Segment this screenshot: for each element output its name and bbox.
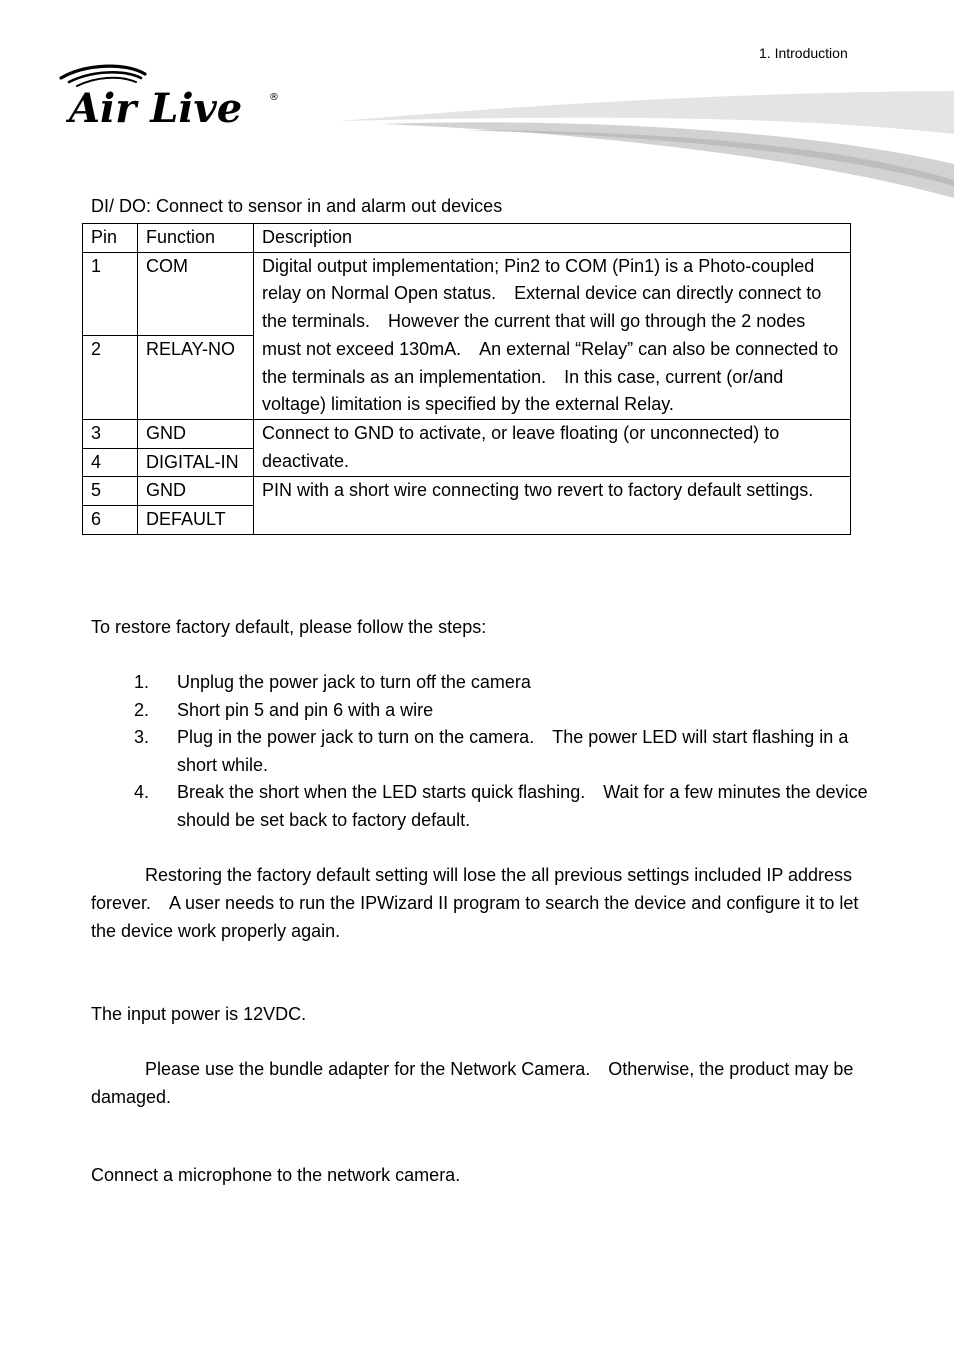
pin-function: GND xyxy=(138,419,254,448)
step-number: 2. xyxy=(134,699,150,720)
step-number: 4. xyxy=(134,782,150,803)
table-row xyxy=(83,252,851,336)
header-pin: Pin xyxy=(83,224,138,253)
table-row xyxy=(83,477,851,506)
table-row xyxy=(83,419,851,448)
step-number: 3. xyxy=(134,727,150,748)
pin-number: 6 xyxy=(83,506,138,535)
power-warning: Please use the bundle adapter for the Network Camera. Otherwise, the product may be damaged. xyxy=(91,1059,854,1107)
table-header-row xyxy=(83,224,851,253)
svg-text:Air Live: Air Live xyxy=(69,85,243,128)
pin-number: 2 xyxy=(83,336,138,420)
chapter-header: 1. Introduction xyxy=(759,45,848,61)
pin-number: 4 xyxy=(83,448,138,477)
step-text: Short pin 5 and pin 6 with a wire xyxy=(177,699,434,720)
pin-number: 3 xyxy=(83,419,138,448)
step-text: Plug in the power jack to turn on the camera. The power LED will start flashing in a short while. xyxy=(177,727,849,775)
pin-table xyxy=(82,223,851,535)
pin-number: 1 xyxy=(83,252,138,336)
header-swoosh-graphic xyxy=(340,86,954,198)
step-text: Unplug the power jack to turn off the camera xyxy=(177,672,531,692)
header-function: Function xyxy=(138,224,254,253)
default-description: PIN with a short wire connecting two revert to factory default settings. xyxy=(254,477,851,534)
list-item xyxy=(91,779,871,834)
pin-function: DEFAULT xyxy=(138,506,254,535)
pin-function: RELAY-NO xyxy=(138,336,254,420)
pin-function: DIGITAL-IN xyxy=(138,448,254,477)
list-item xyxy=(91,724,871,779)
input-description: Connect to GND to activate, or leave floating (or unconnected) to deactivate. xyxy=(254,419,851,476)
pin-function: GND xyxy=(138,477,254,506)
relay-description: Digital output implementation; Pin2 to COM (Pin1) is a Photo-coupled relay on Normal Open status. External device can directly connect to the terminals. However the current that will go through the 2 nodes must not exceed 130mA. An external “Relay” can also be connected to the terminals as an implementation. In this case, current (or/and voltage) limitation is specified by the external Relay. xyxy=(254,252,851,419)
step-text: Break the short when the LED starts quick flashing. Wait for a few minutes the device should be set back to factory default. xyxy=(177,782,868,830)
svg-text:®: ® xyxy=(269,92,279,103)
dido-caption: DI/ DO: Connect to sensor in and alarm out devices xyxy=(91,196,503,216)
restore-warning: Restoring the factory default setting will lose the all previous settings included IP address forever. A user needs to run the IPWizard II program to search the device and configure it to let the device work properly again. xyxy=(91,865,859,941)
list-item xyxy=(91,669,871,697)
airlive-logo xyxy=(55,62,285,128)
step-number: 1. xyxy=(134,672,150,692)
restore-steps-list xyxy=(91,669,871,835)
header-description: Description xyxy=(254,224,851,253)
power-text: The input power is 12VDC. xyxy=(91,1004,307,1024)
pin-function: COM xyxy=(138,252,254,336)
pin-number: 5 xyxy=(83,477,138,506)
microphone-text: Connect a microphone to the network camera. xyxy=(91,1165,461,1185)
restore-intro: To restore factory default, please follow the steps: xyxy=(91,617,487,637)
list-item xyxy=(91,697,871,725)
